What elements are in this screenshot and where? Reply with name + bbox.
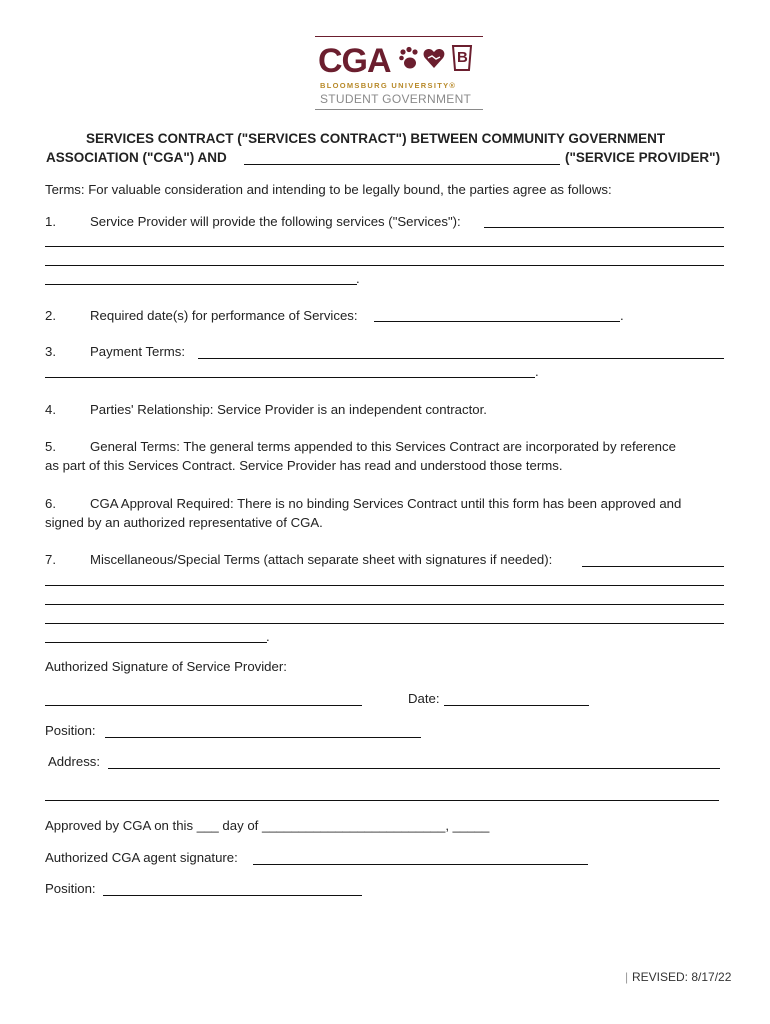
position-field[interactable] [105,737,421,738]
item-1-text: Service Provider will provide the following services ("Services"): [90,214,461,229]
cga-position-field[interactable] [103,895,362,896]
item-1-number: 1. [45,214,56,229]
item-2-text: Required date(s) for performance of Services: [90,308,358,323]
terms-intro: Terms: For valuable consideration and intending to be legally bound, the parties agree as follows: [45,182,612,197]
footer-separator: | [625,970,629,984]
signature-heading: Authorized Signature of Service Provider: [45,659,287,674]
contract-title-line2-right: ("SERVICE PROVIDER") [565,150,721,165]
performance-dates-period: . [620,308,624,323]
item-3-text: Payment Terms: [90,344,186,359]
performance-dates-field[interactable] [374,321,620,322]
item-6-line2: signed by an authorized representative of CGA. [45,515,323,530]
logo-subtitle: STUDENT GOVERNMENT [320,92,472,106]
approval-text: Approved by CGA on this ___ day of _________________________, _____ [45,818,490,833]
special-terms-field-line-4[interactable] [45,623,724,624]
item-6-number: 6. [45,496,56,511]
item-3-number: 3. [45,344,56,359]
provider-signature-field[interactable] [45,705,362,706]
agent-signature-label: Authorized CGA agent signature: [45,850,238,865]
special-terms-field-line-3[interactable] [45,604,724,605]
item-5-line2: as part of this Services Contract. Service Provider has read and understood those terms. [45,458,563,473]
item-2-number: 2. [45,308,56,323]
item-5-line1: General Terms: The general terms appended to this Services Contract are incorporated by reference [90,439,676,454]
paw-icon [398,46,420,72]
payment-terms-field-line-2[interactable] [45,377,535,378]
special-terms-field-line-1[interactable] [582,566,724,567]
logo [312,32,487,112]
services-field-line-4[interactable] [45,284,357,285]
contract-title-line1: SERVICES CONTRACT ("SERVICES CONTRACT") BETWEEN COMMUNITY GOVERNMENT [86,131,666,146]
service-provider-name-field[interactable] [244,164,560,165]
payment-terms-field-line-1[interactable] [198,358,724,359]
special-terms-period: . [266,629,270,644]
logo-badge-letter: B [457,49,468,66]
special-terms-field-line-5[interactable] [45,642,267,643]
item-7-number: 7. [45,552,56,567]
logo-university: BLOOMSBURG UNIVERSITY® [320,81,457,90]
item-7-text: Miscellaneous/Special Terms (attach separate sheet with signatures if needed): [90,552,553,567]
logo-bottom-rule [315,109,483,110]
item-4-number: 4. [45,402,56,417]
services-field-line-1[interactable] [484,227,724,228]
item-4-text: Parties' Relationship: Service Provider is an independent contractor. [90,402,487,417]
logo-wordmark: CGA [318,42,391,80]
heart-handshake-icon [422,46,446,70]
item-5-number: 5. [45,439,56,454]
special-terms-field-line-2[interactable] [45,585,724,586]
logo-top-rule [315,36,483,37]
address-field-line-2[interactable] [45,800,719,801]
services-period: . [356,271,360,286]
date-field[interactable] [444,705,589,706]
payment-terms-period: . [535,364,539,379]
position-label: Position: [45,723,96,738]
services-field-line-2[interactable] [45,246,724,247]
contract-title-line2-left: ASSOCIATION ("CGA") AND [46,150,227,165]
address-label: Address: [48,754,101,769]
address-field-line-1[interactable] [108,768,720,769]
revised-date: REVISED: 8/17/22 [632,970,732,984]
services-field-line-3[interactable] [45,265,724,266]
agent-signature-field[interactable] [253,864,588,865]
date-label: Date: [408,691,440,706]
cga-position-label: Position: [45,881,96,896]
item-6-line1: CGA Approval Required: There is no binding Services Contract until this form has been approved and [90,496,682,511]
